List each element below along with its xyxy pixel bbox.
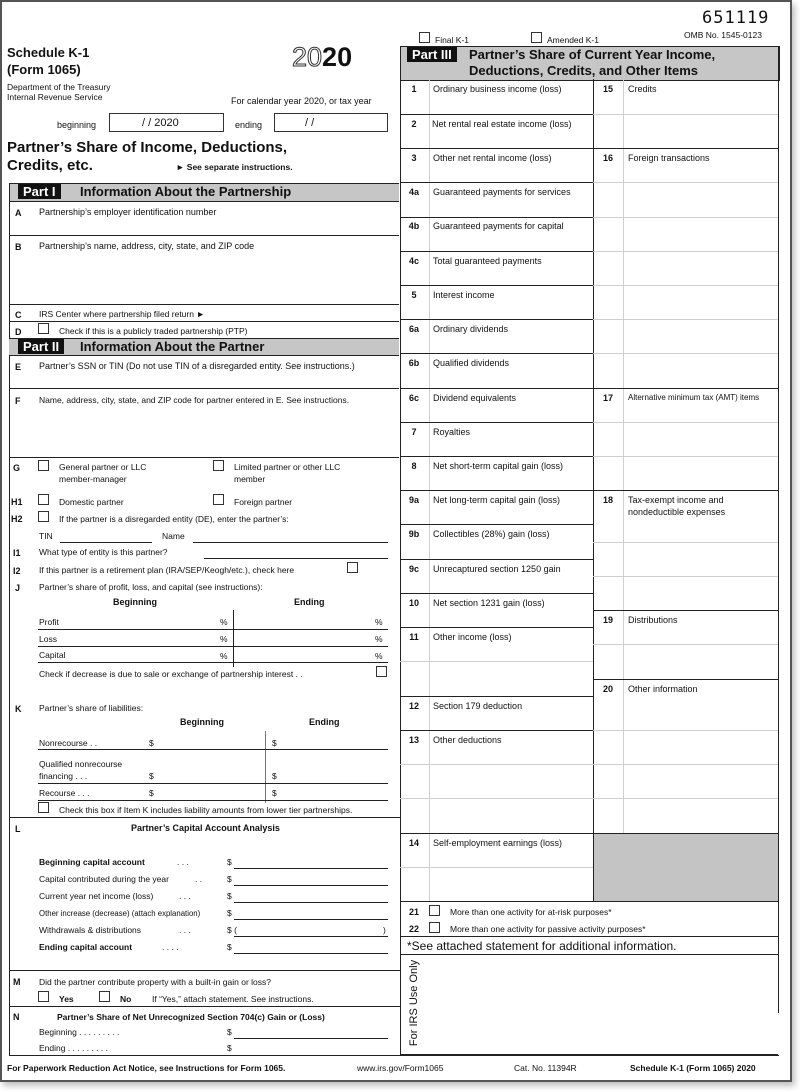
line-6c-dividend-equivalents[interactable]: Dividend equivalents [433, 393, 517, 403]
item-J-label: Partner’s share of profit, loss, and capital (see instructions): [39, 582, 263, 592]
k-nonrecourse-beg-cur: $ [149, 738, 154, 748]
l-ending-capital-input[interactable] [234, 953, 388, 954]
line-11-other-income[interactable]: Other income (loss) [433, 632, 512, 642]
k-qualified-beginning-input[interactable] [157, 768, 264, 782]
l-contributed-label: Capital contributed during the year [39, 874, 169, 884]
line-6b-qualified-dividends[interactable]: Qualified dividends [433, 358, 510, 368]
line-num-4c: 4c [408, 256, 419, 266]
l-withdrawals-input[interactable] [234, 936, 388, 937]
k-recourse-beginning-input[interactable] [157, 785, 264, 799]
item-F-partner-address-label: Name, address, city, state, and ZIP code for partner entered in E. See instructions. [39, 395, 350, 405]
general-partner-label: General partner or LLC [59, 462, 147, 472]
line-num-4a: 4a [408, 187, 419, 197]
ein-input[interactable] [10, 219, 399, 234]
line-num-13: 13 [408, 735, 419, 745]
line-4c-total-guaranteed[interactable]: Total guaranteed payments [433, 256, 542, 266]
item-E-partner-tin-label: Partner’s SSN or TIN (Do not use TIN of a disregarded entity. See instructions.) [39, 361, 355, 371]
irs-use-only-label: For IRS Use Only [408, 959, 420, 1047]
shaded-box [594, 834, 778, 901]
j-capital-end-unit: % [375, 651, 383, 661]
partner-address-input[interactable] [10, 407, 399, 455]
line-num-21: 21 [408, 907, 419, 917]
k-recourse-end-cur: $ [272, 788, 277, 798]
line-num-9b: 9b [408, 529, 420, 539]
k-col-ending: Ending [309, 717, 340, 727]
left-form-border [9, 183, 10, 1055]
j-profit-beginning-input[interactable] [38, 614, 233, 628]
line-num-10: 10 [408, 598, 419, 608]
ending-label: ending [235, 120, 263, 130]
line-num-2: 2 [411, 119, 417, 129]
k-col-beginning: Beginning [180, 717, 224, 727]
item-J-letter: J [15, 583, 21, 593]
part2-title: Information About the Partner [80, 339, 265, 354]
partnership-address-input[interactable] [10, 253, 399, 303]
item-B-partnership-address-label: Partnership’s name, address, city, state, and ZIP code [39, 241, 255, 251]
j-capital-label: Capital [39, 650, 66, 660]
domestic-partner-checkbox[interactable] [38, 494, 49, 505]
k-qualified-beg-cur: $ [149, 771, 154, 781]
catalog-number: Cat. No. 11394R [514, 1063, 577, 1073]
line-num-11: 11 [409, 632, 419, 642]
l-withdrawals-label: Withdrawals & distributions [39, 925, 142, 935]
l-cur-0: $ [227, 857, 232, 867]
l-beginning-capital-label: Beginning capital account [39, 857, 145, 867]
line-14-self-employment[interactable]: Self-employment earnings (loss) [433, 838, 563, 848]
line-19-distributions[interactable]: Distributions [628, 615, 678, 625]
part3-label: Part III [407, 47, 457, 62]
line-num-8: 8 [411, 461, 417, 471]
line-17-amt-items[interactable]: Alternative minimum tax (AMT) items [628, 393, 760, 402]
part2-label: Part II [18, 339, 64, 354]
attached-statement-note: *See attached statement for additional information. [407, 939, 677, 953]
l-dots-2: . . . [179, 891, 191, 901]
irs-url-link[interactable]: www.irs.gov/Form1065 [357, 1063, 444, 1073]
tax-year-beginning-field[interactable] [109, 113, 224, 132]
j-capital-ending-input[interactable] [234, 648, 388, 661]
irs-name: Internal Revenue Service [7, 92, 103, 102]
domestic-partner-label: Domestic partner [59, 497, 124, 507]
part1-title: Information About the Partnership [80, 184, 292, 199]
line-num-15: 15 [602, 84, 613, 94]
line-num-14: 14 [408, 838, 419, 848]
line-1-ordinary-business-income[interactable]: Ordinary business income (loss) [433, 84, 562, 94]
part3-right-border [778, 46, 779, 1013]
line-18-tax-exempt-l1[interactable]: Tax-exempt income and [628, 495, 724, 505]
ptp-checkbox[interactable] [38, 323, 49, 334]
line-9a-long-term-gain[interactable]: Net long-term capital gain (loss) [433, 495, 561, 505]
item-I1-label: What type of entity is this partner? [39, 547, 168, 557]
calendar-year-text: For calendar year 2020, or tax year [231, 96, 372, 106]
item-D-ptp-label: Check if this is a publicly traded partnership (PTP) [59, 326, 248, 336]
line-9b-collectibles[interactable]: Collectibles (28%) gain (loss) [433, 529, 550, 539]
line-num-6a: 6a [408, 324, 419, 334]
item-N-letter: N [13, 1012, 20, 1022]
j-profit-beg-unit: % [220, 617, 228, 627]
de-name-label: Name [162, 531, 185, 541]
capital-account-title: Partner’s Capital Account Analysis [131, 823, 280, 833]
tax-year [292, 42, 352, 72]
item-F-letter: F [15, 396, 21, 406]
beginning-date-value: / / 2020 [142, 117, 179, 129]
line-num-3: 3 [411, 153, 417, 163]
general-partner-checkbox[interactable] [38, 460, 49, 471]
line-num-22: 22 [408, 924, 419, 934]
item-E-letter: E [15, 362, 22, 372]
beginning-label: beginning [57, 120, 97, 130]
schedule-title: Schedule K-1 [7, 45, 90, 60]
line-15-credits[interactable]: Credits [628, 84, 657, 94]
k-recourse-label: Recourse . . . [39, 788, 90, 798]
j-col-ending: Ending [294, 597, 325, 607]
item-M-letter: M [13, 977, 21, 987]
builtin-gain-no-checkbox[interactable] [99, 991, 110, 1002]
l-cur-2: $ [227, 891, 232, 901]
k-nonrecourse-end-cur: $ [272, 738, 277, 748]
l-close-paren: ) [383, 925, 386, 935]
l-dots-5: . . . . [162, 942, 179, 952]
line-num-9c: 9c [408, 564, 419, 574]
main-title-line2: Credits, etc. [7, 157, 93, 174]
line-4a-guaranteed-services[interactable]: Guaranteed payments for services [433, 187, 571, 197]
item-M-note: If “Yes,” attach statement. See instructions. [152, 994, 314, 1004]
line-num-20: 20 [602, 684, 613, 694]
part1-label: Part I [18, 184, 61, 199]
builtin-gain-yes-label: Yes [59, 994, 74, 1004]
builtin-gain-yes-checkbox[interactable] [38, 991, 49, 1002]
l-dots-0: . . . [177, 857, 189, 867]
disregarded-entity-checkbox[interactable] [38, 511, 49, 522]
n-ending-cur: $ [227, 1043, 232, 1053]
line-16-foreign-transactions[interactable]: Foreign transactions [628, 153, 710, 163]
decrease-sale-checkbox[interactable] [376, 666, 387, 677]
line-22-label: More than one activity for passive activity purposes* [450, 924, 646, 934]
line-5-interest-income[interactable]: Interest income [433, 290, 495, 300]
item-M-label: Did the partner contribute property with a built-in gain or loss? [39, 977, 271, 987]
j-decrease-label: Check if decrease is due to sale or exchange of partnership interest . . [39, 669, 303, 679]
item-I2-letter: I2 [13, 566, 21, 576]
k-qualified-ending-input[interactable] [280, 768, 388, 782]
line-num-16: 16 [602, 153, 613, 163]
item-L-letter: L [15, 824, 21, 834]
item-H1-letter: H1 [11, 497, 23, 507]
line-7-royalties[interactable]: Royalties [433, 427, 471, 437]
foreign-partner-checkbox[interactable] [213, 494, 224, 505]
line-num-1: 1 [411, 84, 417, 94]
line-3-other-net-rental[interactable]: Other net rental income (loss) [433, 153, 552, 163]
line-num-9a: 9a [408, 495, 419, 505]
l-contributed-input[interactable] [234, 885, 388, 886]
line-21-checkbox[interactable] [429, 905, 440, 916]
k-nonrecourse-label: Nonrecourse . . [39, 738, 98, 748]
j-col-beginning: Beginning [113, 597, 157, 607]
ending-date-value: / / [305, 117, 315, 129]
k-qualified-label-l1: Qualified nonrecourse [39, 759, 123, 769]
amended-k1-checkbox[interactable] [531, 32, 542, 43]
amended-k1-label: Amended K-1 [547, 35, 599, 45]
item-K-label: Partner’s share of liabilities: [39, 703, 144, 713]
j-loss-ending-input[interactable] [234, 631, 388, 645]
irs-use-only-box [400, 954, 778, 1055]
see-instructions: ► See separate instructions. [176, 162, 293, 172]
partner-tin-input[interactable] [10, 373, 399, 387]
item-K-letter: K [15, 704, 22, 714]
l-cur-4: $ ( [227, 925, 237, 935]
item-H2-label: If the partner is a disregarded entity (DE), enter the partner’s: [59, 514, 289, 524]
line-4b-guaranteed-capital[interactable]: Guaranteed payments for capital [433, 221, 564, 231]
limited-partner-label: Limited partner or other LLC [234, 462, 341, 472]
item-B-letter: B [15, 242, 22, 252]
item-H2-letter: H2 [11, 514, 23, 524]
lower-tier-label: Check this box if Item K includes liability amounts from lower tier partnerships. [59, 805, 353, 815]
item-G-letter: G [13, 463, 21, 473]
line-9c-unrecaptured-1250[interactable]: Unrecaptured section 1250 gain [433, 564, 561, 574]
form-code: 651119 [702, 8, 770, 28]
j-capital-beginning-input[interactable] [38, 648, 233, 661]
j-profit-label: Profit [39, 617, 59, 627]
line-20-other-information[interactable]: Other information [628, 684, 698, 694]
line-21-label: More than one activity for at-risk purposes* [450, 907, 612, 917]
l-other-increase-input[interactable] [234, 919, 388, 920]
limited-partner-checkbox[interactable] [213, 460, 224, 471]
tax-year-ending-field[interactable] [274, 113, 388, 132]
j-profit-ending-input[interactable] [234, 614, 388, 628]
footer-form-ref: Schedule K-1 (Form 1065) 2020 [630, 1063, 756, 1073]
l-beginning-capital-input[interactable] [234, 868, 388, 869]
line-2-net-rental-real-estate[interactable]: Net rental real estate income (loss) [432, 119, 572, 129]
de-tin-input[interactable] [60, 542, 152, 543]
l-ending-capital-label: Ending capital account [39, 942, 133, 952]
line-8-short-term-gain[interactable]: Net short-term capital gain (loss) [433, 461, 564, 471]
part3-title-line1: Partner’s Share of Current Year Income, [469, 47, 716, 62]
year-bold: 20 [322, 42, 353, 72]
line-num-5: 5 [411, 290, 417, 300]
limited-partner-label-l2: member [234, 474, 266, 484]
l-cur-1: $ [227, 874, 232, 884]
foreign-partner-label: Foreign partner [234, 497, 293, 507]
line-num-12: 12 [408, 701, 419, 711]
k-nonrecourse-beginning-input[interactable] [157, 735, 264, 748]
entity-type-input[interactable] [204, 558, 388, 559]
l-dots-4: . . . [179, 925, 191, 935]
item-A-ein-label: Partnership’s employer identification number [39, 207, 217, 217]
line-num-18: 18 [602, 495, 613, 505]
l-dots-1: . . [195, 874, 203, 884]
builtin-gain-no-label: No [120, 994, 132, 1004]
line-num-17: 17 [602, 393, 613, 403]
item-D-letter: D [15, 327, 22, 337]
j-loss-end-unit: % [375, 634, 383, 644]
line-6a-ordinary-dividends[interactable]: Ordinary dividends [433, 324, 509, 334]
l-other-increase-label: Other increase (decrease) (attach explanation) [39, 909, 201, 918]
item-A-letter: A [15, 208, 22, 218]
j-capital-beg-unit: % [220, 651, 228, 661]
part3-title-line2: Deductions, Credits, and Other Items [469, 63, 698, 78]
part3-left-border [400, 79, 401, 955]
j-profit-end-unit: % [375, 617, 383, 627]
line-num-6b: 6b [408, 358, 420, 368]
j-loss-beg-unit: % [220, 634, 228, 644]
k-recourse-beg-cur: $ [149, 788, 154, 798]
year-outline: 20 [292, 42, 323, 72]
form-number: (Form 1065) [7, 62, 81, 77]
line-num-19: 19 [602, 615, 613, 625]
final-k1-label: Final K-1 [435, 35, 470, 45]
de-name-input[interactable] [193, 542, 388, 543]
n-beginning-input[interactable] [234, 1038, 388, 1039]
line-12-section-179[interactable]: Section 179 deduction [433, 701, 523, 711]
item-I1-letter: I1 [13, 548, 21, 558]
line-13-other-deductions[interactable]: Other deductions [433, 735, 502, 745]
dept-treasury: Department of the Treasury [7, 82, 111, 92]
j-loss-beginning-input[interactable] [38, 631, 233, 645]
lower-tier-checkbox[interactable] [38, 802, 49, 813]
section-704c-title: Partner’s Share of Net Unrecognized Section 704(c) Gain or (Loss) [57, 1012, 325, 1022]
line-num-7: 7 [411, 427, 417, 437]
j-loss-label: Loss [39, 634, 57, 644]
l-net-income-input[interactable] [234, 902, 388, 903]
item-I2-label: If this partner is a retirement plan (IRA/SEP/Keogh/etc.), check here [39, 565, 295, 575]
k-qualified-end-cur: $ [272, 771, 277, 781]
line-10-section-1231[interactable]: Net section 1231 gain (loss) [433, 598, 545, 608]
n-beginning-label: Beginning . . . . . . . . . [39, 1027, 120, 1037]
item-C-letter: C [15, 310, 22, 320]
paperwork-notice: For Paperwork Reduction Act Notice, see Instructions for Form 1065. [7, 1063, 286, 1073]
item-C-irs-center-label[interactable]: IRS Center where partnership filed return ► [39, 309, 205, 319]
de-tin-label: TIN [39, 531, 53, 541]
line-22-checkbox[interactable] [429, 922, 440, 933]
final-k1-checkbox[interactable] [419, 32, 430, 43]
k-qualified-label: financing . . . [39, 771, 88, 781]
l-cur-3: $ [227, 908, 232, 918]
omb-number: OMB No. 1545-0123 [684, 30, 762, 40]
k-recourse-ending-input[interactable] [280, 785, 388, 799]
general-partner-label-l2: member-manager [59, 474, 127, 484]
n-ending-input[interactable] [234, 1041, 388, 1054]
retirement-plan-checkbox[interactable] [347, 562, 358, 573]
n-beginning-cur: $ [227, 1027, 232, 1037]
line-num-6c: 6c [408, 393, 419, 403]
n-ending-label: Ending . . . . . . . . . [39, 1043, 108, 1053]
k-nonrecourse-ending-input[interactable] [280, 735, 388, 748]
main-title-line1: Partner’s Share of Income, Deductions, [7, 139, 288, 156]
line-num-4b: 4b [408, 221, 420, 231]
l-net-income-label: Current year net income (loss) [39, 891, 154, 901]
l-cur-5: $ [227, 942, 232, 952]
line-18-tax-exempt-l2: nondeductible expenses [628, 507, 726, 517]
